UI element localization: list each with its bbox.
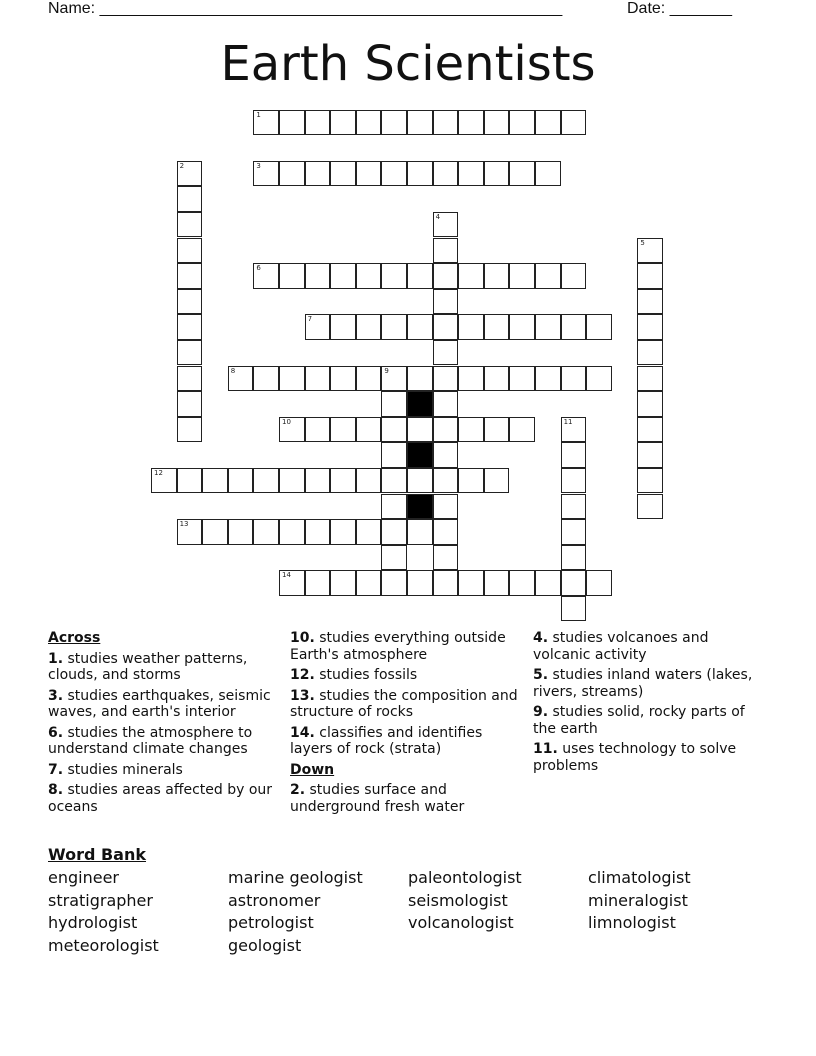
grid-cell[interactable] <box>535 366 561 392</box>
cell-number: 6 <box>256 264 261 273</box>
word-bank-item: volcanologist <box>408 913 514 932</box>
grid-cell[interactable] <box>535 263 561 289</box>
grid-cell[interactable] <box>202 468 228 494</box>
grid-cell[interactable] <box>458 263 484 289</box>
cell-number: 1 <box>256 110 261 119</box>
grid-cell[interactable] <box>433 417 459 443</box>
grid-cell[interactable] <box>228 519 254 545</box>
grid-cell[interactable] <box>279 263 305 289</box>
cell-number: 10 <box>282 417 291 426</box>
grid-cell[interactable] <box>407 417 433 443</box>
grid-cell[interactable] <box>458 161 484 187</box>
grid-cell[interactable] <box>586 366 612 392</box>
grid-cell[interactable] <box>458 417 484 443</box>
grid-cell[interactable] <box>202 519 228 545</box>
clue-down-11: 11. uses technology to solve problems <box>533 741 737 774</box>
clue-across-8: 8. studies areas affected by our oceans <box>48 782 273 815</box>
cell-number: 9 <box>384 366 389 375</box>
grid-cell[interactable] <box>356 161 382 187</box>
cell-number: 2 <box>179 161 185 170</box>
grid-cell[interactable] <box>407 570 433 596</box>
word-bank-item: meteorologist <box>48 936 159 955</box>
grid-cell[interactable] <box>561 417 587 443</box>
grid-cell[interactable] <box>407 161 433 187</box>
grid-cell[interactable] <box>279 468 305 494</box>
grid-cell[interactable] <box>253 366 279 392</box>
grid-cell[interactable] <box>279 110 305 136</box>
grid-cell[interactable] <box>381 570 407 596</box>
grid-cell[interactable] <box>509 263 535 289</box>
grid-cell[interactable] <box>509 417 535 443</box>
grid-cell[interactable] <box>561 442 587 468</box>
grid-cell[interactable] <box>433 161 459 187</box>
grid-cell[interactable] <box>586 570 612 596</box>
grid-cell[interactable] <box>637 391 663 417</box>
grid-cell[interactable] <box>228 468 254 494</box>
grid-cell[interactable] <box>433 212 459 238</box>
grid-cell[interactable] <box>305 570 331 596</box>
word-bank-item: seismologist <box>408 891 508 910</box>
grid-cell[interactable] <box>433 442 459 468</box>
grid-cell[interactable] <box>356 263 382 289</box>
grid-cell[interactable] <box>330 263 356 289</box>
grid-cell[interactable] <box>484 110 510 136</box>
grid-cell[interactable] <box>381 545 407 571</box>
grid-cell[interactable] <box>330 519 356 545</box>
grid-cell[interactable] <box>433 314 459 340</box>
grid-cell[interactable] <box>561 494 587 520</box>
grid-cell[interactable] <box>433 110 459 136</box>
grid-cell[interactable] <box>279 417 305 443</box>
word-bank-item: geologist <box>228 936 302 955</box>
grid-cell[interactable] <box>535 110 561 136</box>
grid-cell[interactable] <box>330 161 356 187</box>
grid-block <box>407 391 433 417</box>
grid-cell[interactable] <box>561 263 587 289</box>
grid-cell[interactable] <box>637 289 663 315</box>
grid-cell[interactable] <box>305 519 331 545</box>
grid-cell[interactable] <box>356 314 382 340</box>
cell-number: 5 <box>640 238 645 247</box>
cell-number: 12 <box>154 468 163 477</box>
clues-column-2 <box>290 630 525 819</box>
grid-cell[interactable] <box>177 366 203 392</box>
grid-cell[interactable] <box>535 161 561 187</box>
cell-number: 3 <box>256 161 261 170</box>
word-bank-item: climatologist <box>588 868 691 887</box>
grid-cell[interactable] <box>356 519 382 545</box>
cell-number: 7 <box>307 315 313 324</box>
grid-cell[interactable] <box>407 468 433 494</box>
grid-cell[interactable] <box>305 263 331 289</box>
grid-cell[interactable] <box>637 238 663 264</box>
grid-cell[interactable] <box>177 289 203 315</box>
word-bank-item: marine geologist <box>228 868 363 887</box>
grid-cell[interactable] <box>458 468 484 494</box>
grid-cell[interactable] <box>305 417 331 443</box>
grid-cell[interactable] <box>177 468 203 494</box>
grid-cell[interactable] <box>484 417 510 443</box>
grid-cell[interactable] <box>433 545 459 571</box>
grid-cell[interactable] <box>637 442 663 468</box>
grid-cell[interactable] <box>177 212 203 238</box>
grid-cell[interactable] <box>279 519 305 545</box>
grid-cell[interactable] <box>228 366 254 392</box>
word-bank-item: engineer <box>48 868 119 887</box>
grid-block <box>407 494 433 520</box>
grid-cell[interactable] <box>253 263 279 289</box>
grid-cell[interactable] <box>509 161 535 187</box>
grid-cell[interactable] <box>330 417 356 443</box>
grid-cell[interactable] <box>484 468 510 494</box>
grid-cell[interactable] <box>637 417 663 443</box>
grid-cell[interactable] <box>177 161 203 187</box>
grid-cell[interactable] <box>561 570 587 596</box>
grid-cell[interactable] <box>356 468 382 494</box>
clue-down-9: 9. studies solid, rocky parts of the earth <box>533 704 745 737</box>
grid-cell[interactable] <box>407 110 433 136</box>
grid-cell[interactable] <box>381 468 407 494</box>
grid-cell[interactable] <box>253 110 279 136</box>
grid-cell[interactable] <box>433 289 459 315</box>
grid-cell[interactable] <box>561 596 587 622</box>
grid-cell[interactable] <box>305 110 331 136</box>
clue-across-6: 6. studies the atmosphere to understand climate changes <box>48 724 253 757</box>
clue-across-12: 12. studies fossils <box>290 667 418 683</box>
grid-cell[interactable] <box>458 366 484 392</box>
word-bank-item: hydrologist <box>48 913 138 932</box>
grid-cell[interactable] <box>433 340 459 366</box>
grid-cell[interactable] <box>253 468 279 494</box>
clues-column-1 <box>48 630 273 819</box>
word-bank-item: mineralogist <box>588 891 688 910</box>
grid-cell[interactable] <box>330 366 356 392</box>
date-field[interactable]: Date: _______ <box>627 0 732 17</box>
grid-cell[interactable] <box>330 468 356 494</box>
grid-cell[interactable] <box>356 570 382 596</box>
grid-cell[interactable] <box>509 366 535 392</box>
cell-number: 11 <box>563 417 573 426</box>
cell-number: 4 <box>435 212 441 221</box>
grid-cell[interactable] <box>407 519 433 545</box>
grid-cell[interactable] <box>637 340 663 366</box>
clue-down-2: 2. studies surface and underground fresh water <box>290 782 465 815</box>
cell-number: 8 <box>230 366 236 375</box>
grid-cell[interactable] <box>330 110 356 136</box>
grid-cell[interactable] <box>177 186 203 212</box>
name-field[interactable]: Name: ____________________________________________________ <box>48 0 563 17</box>
clue-across-7: 7. studies minerals <box>48 761 183 778</box>
grid-cell[interactable] <box>381 161 407 187</box>
grid-cell[interactable] <box>305 468 331 494</box>
down-heading: Down <box>290 761 335 778</box>
grid-cell[interactable] <box>381 263 407 289</box>
grid-cell[interactable] <box>177 417 203 443</box>
grid-cell[interactable] <box>381 494 407 520</box>
grid-cell[interactable] <box>458 314 484 340</box>
grid-cell[interactable] <box>279 366 305 392</box>
clue-across-3: 3. studies earthquakes, seismic waves, and earth's interior <box>48 687 271 720</box>
grid-cell[interactable] <box>330 570 356 596</box>
clue-across-14: 14. classifies and identifies layers of rock (strata) <box>290 724 483 757</box>
grid-cell[interactable] <box>305 161 331 187</box>
word-bank-item: limnologist <box>588 913 676 932</box>
grid-cell[interactable] <box>484 161 510 187</box>
grid-cell[interactable] <box>509 110 535 136</box>
grid-cell[interactable] <box>407 263 433 289</box>
word-bank-item: astronomer <box>228 891 321 910</box>
clue-down-4: 4. studies volcanoes and volcanic activity <box>533 630 709 663</box>
grid-cell[interactable] <box>305 314 331 340</box>
cell-number: 14 <box>282 571 291 580</box>
grid-cell[interactable] <box>484 263 510 289</box>
grid-cell[interactable] <box>637 263 663 289</box>
grid-cell[interactable] <box>407 366 433 392</box>
clue-down-5: 5. studies inland waters (lakes, rivers, streams) <box>533 667 753 700</box>
grid-cell[interactable] <box>637 366 663 392</box>
cell-number: 13 <box>179 520 189 529</box>
grid-cell[interactable] <box>279 161 305 187</box>
grid-cell[interactable] <box>381 110 407 136</box>
clue-across-1: 1. studies weather patterns, clouds, and storms <box>48 650 248 683</box>
grid-cell[interactable] <box>253 519 279 545</box>
grid-cell[interactable] <box>253 161 279 187</box>
grid-cell[interactable] <box>177 238 203 264</box>
grid-cell[interactable] <box>381 417 407 443</box>
across-heading: Across <box>48 630 101 646</box>
grid-cell[interactable] <box>151 468 177 494</box>
clue-across-13: 13. studies the composition and structure of rocks <box>290 687 518 720</box>
grid-cell[interactable] <box>561 110 587 136</box>
grid-cell[interactable] <box>279 570 305 596</box>
grid-cell[interactable] <box>177 263 203 289</box>
grid-cell[interactable] <box>509 314 535 340</box>
word-bank-item: paleontologist <box>408 868 522 887</box>
grid-cell[interactable] <box>177 340 203 366</box>
grid-cell[interactable] <box>356 110 382 136</box>
grid-cell[interactable] <box>433 391 459 417</box>
word-bank-item: stratigrapher <box>48 891 153 910</box>
grid-cell[interactable] <box>407 314 433 340</box>
grid-cell[interactable] <box>356 417 382 443</box>
page-title: Earth Scientists <box>220 36 596 92</box>
word-bank-title: Word Bank <box>48 845 147 864</box>
grid-cell[interactable] <box>177 391 203 417</box>
grid-cell[interactable] <box>637 314 663 340</box>
grid-block <box>407 442 433 468</box>
grid-cell[interactable] <box>433 519 459 545</box>
grid-cell[interactable] <box>305 366 331 392</box>
grid-cell[interactable] <box>484 314 510 340</box>
grid-cell[interactable] <box>381 366 407 392</box>
grid-cell[interactable] <box>561 366 587 392</box>
clue-across-10: 10. studies everything outside Earth's atmosphere <box>290 630 506 663</box>
grid-cell[interactable] <box>177 314 203 340</box>
grid-cell[interactable] <box>561 314 587 340</box>
grid-cell[interactable] <box>381 519 407 545</box>
grid-cell[interactable] <box>637 494 663 520</box>
grid-cell[interactable] <box>381 391 407 417</box>
grid-cell[interactable] <box>433 468 459 494</box>
grid-cell[interactable] <box>330 314 356 340</box>
word-bank-item: petrologist <box>228 913 314 932</box>
grid-cell[interactable] <box>433 570 459 596</box>
grid-cell[interactable] <box>356 366 382 392</box>
grid-cell[interactable] <box>535 570 561 596</box>
clues-column-3 <box>533 630 768 778</box>
grid-cell[interactable] <box>381 442 407 468</box>
grid-cell[interactable] <box>509 570 535 596</box>
grid-cell[interactable] <box>433 263 459 289</box>
grid-cell[interactable] <box>637 468 663 494</box>
grid-cell[interactable] <box>433 366 459 392</box>
grid-cell[interactable] <box>433 494 459 520</box>
grid-cell[interactable] <box>484 366 510 392</box>
grid-cell[interactable] <box>381 314 407 340</box>
grid-cell[interactable] <box>535 314 561 340</box>
grid-cell[interactable] <box>561 519 587 545</box>
grid-cell[interactable] <box>177 519 203 545</box>
grid-cell[interactable] <box>484 570 510 596</box>
grid-cell[interactable] <box>586 314 612 340</box>
grid-cell[interactable] <box>561 545 587 571</box>
grid-cell[interactable] <box>458 570 484 596</box>
grid-cell[interactable] <box>433 238 459 264</box>
grid-cell[interactable] <box>561 468 587 494</box>
grid-cell[interactable] <box>458 110 484 136</box>
